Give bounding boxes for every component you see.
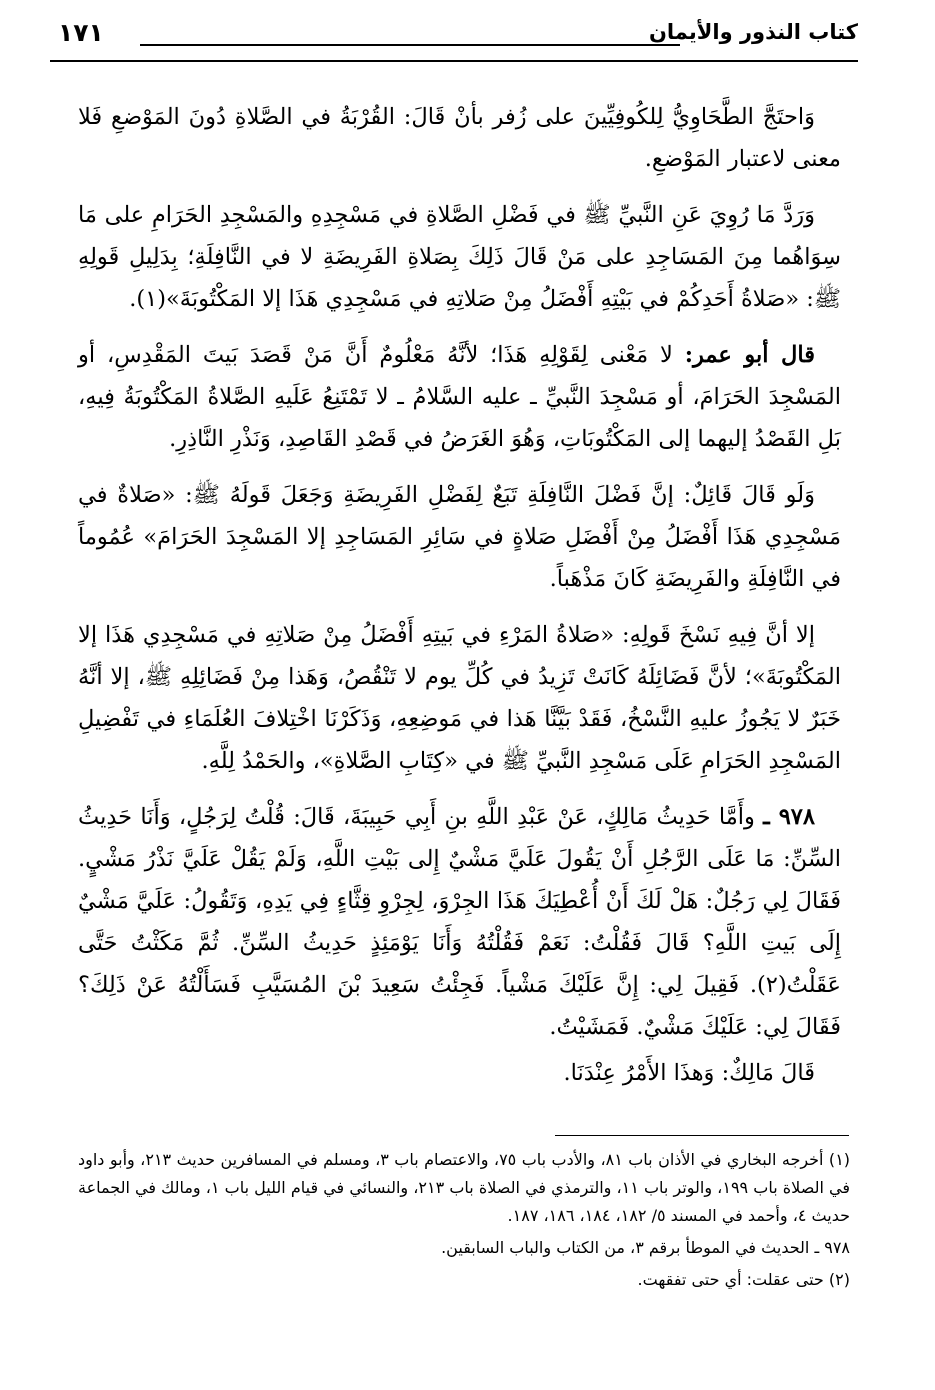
footnote-1: (١) أخرجه البخاري في الأذان باب ٨١، والأدب باب ٧٥، والاعتصام باب ٣، ومسلم في المسافرين حديث ٢١٣، وأبو داود في الصلاة باب ١٩٩، والوتر باب ١١، والترمذي في الصلاة باب ٢١٣، والنسائي في قيام الليل باب ١، ومالك في الجماعة حديث ٤، وأحمد في المسند ٥/ ١٨٢، ١٨٤، ١٨٦، ١٨٧. [78,1150,851,1225]
paragraph-objection: وَلَو قَالَ قَائِلٌ: إنَّ فَضْلَ النَّافِلَةِ تَبَعٌ لِفَضْلِ الفَرِيضَةِ وَجَعَلَ قَولَهُ ﷺ: «صَلاةٌ في مَسْجِدِي هَذَا أَفْضَلُ مِنْ أَفْضَلِ صَلاةٍ في سَائِرِ المَسَاجِدِ إلا المَسْجِدَ الحَرَامَ» عُمُوماً في النَّافِلَةِ والفَرِيضَةِ كَانَ مَذْهَباً. [78,482,841,592]
speaker-label: قال أبو عمر: [684,342,815,368]
footnotes [78,1146,850,1298]
paragraph-refutation: وَرَدَّ مَا رُوِيَ عَنِ النَّبيِّ ﷺ في فَضْلِ الصَّلاةِ في مَسْجِدِهِ والمَسْجِدِ الحَرَامِ على مَا سِوَاهُما مِنَ المَسَاجِدِ على مَنْ قَالَ ذَلِكَ بِصَلاةِ الفَرِيضَةِ لا في النَّافِلَةِ؛ بِدَلِيلِ قَولِهِ ﷺ: «صَلاةُ أَحَدِكُمْ في بَيْتِهِ أَفْضَلُ مِنْ صَلاتِهِ في مَسْجِدِي هَذَا إلا المَكْتُوبَةَ»(١). [78,202,841,312]
paragraph-hadith-978-text: وأَمَّا حَدِيثُ مَالِكٍ، عَنْ عَبْدِ اللَّهِ بنِ أَبِي حَبِيبَةَ، قَالَ: قُلْتُ لِرَجُلٍ، وَأَنَا حَدِيثُ السِّنِّ: مَا عَلَى الرَّجُلِ أَنْ يَقُولَ عَلَيَّ مَشْيٌ إِلى بَيْتِ اللَّهِ، وَلَمْ يَقُلْ عَلَيَّ نَذْرُ مَشْيٍ. فَقَالَ لِي رَجُلٌ: هَلْ لَكَ أَنْ أُعْطِيَكَ هَذَا الجِرْوَ، لِجِرْوِ قِثَّاءٍ فِي يَدِهِ، وَتَقُولُ: عَلَيَّ مَشْيٌ إِلَى بَيتِ اللَّهِ؟ قَالَ فَقُلْتُ: نَعَمْ فَقُلْتُهُ وَأَنَا يَوْمَئِذٍ حَدِيثُ السِّنِّ. ثُمَّ مَكَثْتُ حَتَّى عَقَلْتُ(٢). فَقِيلَ لِي: إِنَّ عَلَيْكَ مَشْياً. فَجِئْتُ سَعِيدَ بْنَ المُسَيَّبِ فَسَأَلْتُهُ عَنْ ذَلِكَ؟ فَقَالَ لِي: عَلَيْكَ مَشْيٌ. فَمَشَيْتُ. [78,804,841,1040]
page-header [50,14,858,62]
page-number: ١٧١ [58,18,104,47]
header-underline [50,60,858,62]
paragraph-malik: قَالَ مَالِكٌ: وَهذَا الأَمْرُ عِنْدَنَا. [563,1060,815,1086]
paragraph-abu-umar [78,334,841,460]
running-title: كتاب النذور والأيمان [649,20,858,44]
paragraph-abrogation: إلا أنَّ فِيهِ نَسْخَ قَولِهِ: «صَلاةُ المَرْءِ في بَيتِهِ أَفْضَلُ مِنْ صَلاتِهِ في مَسْجِدِي هَذَا إلا المَكْتُوبَةَ»؛ لأنَّ فَضَائِلَهُ كَانَتْ تَزِيدُ في كُلِّ يوم لا تَنْقُصُ، وَهَذا مِنْ فَضَائِلِهِ ﷺ، إلا أنَّهُ خَبَرٌ لا يَجُوزُ عليهِ النَّسْخُ، فَقَدْ بَيَّنَّا هَذا في مَوضِعِهِ، وَذَكَرْنَا اخْتِلافَ العُلَمَاءِ في تَفْضِيلِ المَسْجِدِ الحَرَامِ عَلَى مَسْجِدِ النَّبيِّ ﷺ في «كِتَابِ الصَّلاةِ»، والحَمْدُ لِلَّهِ. [78,622,841,774]
main-text [78,96,841,1108]
footnote-separator [555,1135,849,1136]
footnote-978: ٩٧٨ ـ الحديث في الموطأ برقم ٣، من الكتاب والباب السابقين. [441,1238,850,1257]
paragraph-hadith-978 [78,796,841,1048]
paragraph-tahawi: وَاحتَجَّ الطَّحَاوِيُّ لِلكُوفِيِّينَ على زُفر بأنْ قَالَ: القُرْبَةُ في الصَّلاةِ دُونَ المَوْضعِ فَلا معنى لاعتبار المَوْضعِ. [78,104,841,172]
header-rule [140,44,680,46]
hadith-number: ٩٧٨ ـ [763,804,815,830]
footnote-2: (٢) حتى عقلت: أي حتى تفقهت. [637,1270,850,1289]
paragraph-abu-umar-text: لا مَعْنى لِقَوْلِهِ هَذَا؛ لأنَّهُ مَعْلُومٌ أَنَّ مَنْ قَصَدَ بَيتَ المَقْدِسِ، أو المَسْجِدَ الحَرَامَ، أو مَسْجِدَ النَّبيِّ ـ عليه السَّلامُ ـ لا تَمْتَنِعُ عَلَيهِ الصَّلاةُ المَكْتُوبَةُ فِيهِ، بَلِ القَصْدُ إليهما إلى المَكْتُوبَاتِ، وَهُوَ الغَرَضُ في قَصْدِ القَاصِدِ، وَنَذْرِ النَّاذِرِ. [78,342,841,452]
